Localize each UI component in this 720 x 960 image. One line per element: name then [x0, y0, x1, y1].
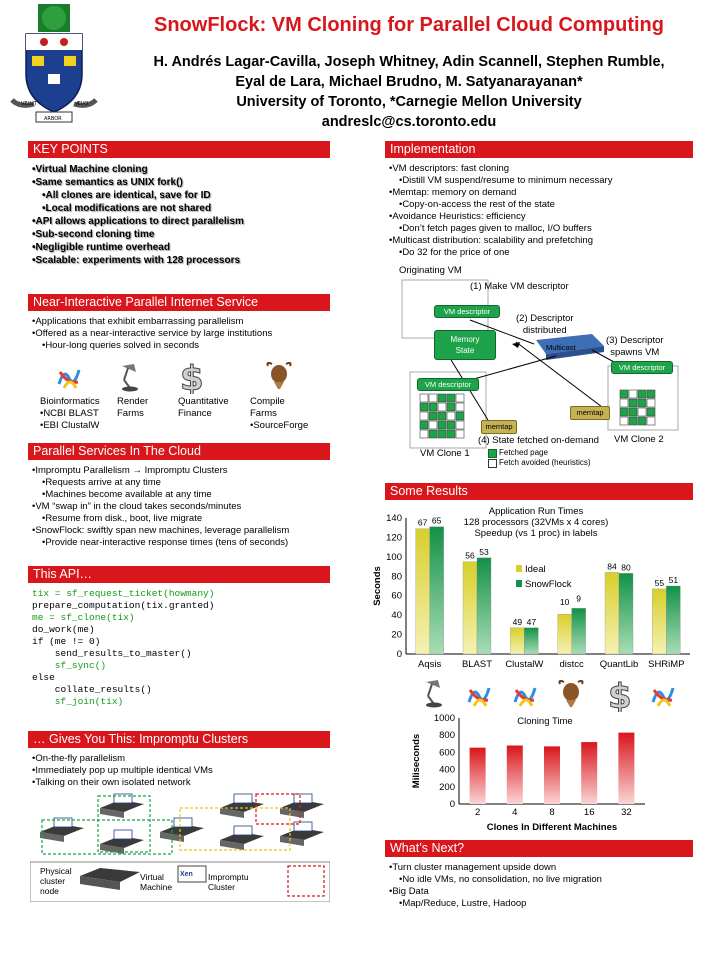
y-tick-label: 80: [391, 571, 402, 583]
svg-text:$: $: [608, 678, 632, 712]
memory-page-cell: [429, 421, 437, 429]
memory-page-cell: [438, 412, 446, 420]
memtap-clone1: memtap: [481, 420, 517, 434]
code-line: me = sf_clone(tix): [32, 612, 135, 623]
step-4-label: (4) State fetched on-demand: [478, 435, 599, 446]
list-item: •VM “swap in” in the cloud takes seconds/minutes: [32, 501, 242, 512]
code-line: collate_results(): [32, 684, 152, 695]
gnu-icon: [556, 678, 586, 708]
app-label: Finance: [178, 408, 212, 419]
multicast-label: Multicast: [546, 343, 576, 352]
avoided-legend: Fetch avoided (heuristics): [499, 458, 591, 467]
chart-subtitle: 128 processors (32VMs x 4 cores): [463, 517, 609, 528]
xen-badge: [114, 830, 132, 839]
list-item: •Virtual Machine cloning: [32, 164, 148, 175]
vm-descriptor-origin: VM descriptor: [434, 305, 500, 318]
memory-page-cell: [447, 412, 455, 420]
data-label: 84: [607, 561, 617, 572]
fetched-legend: Fetched page: [499, 448, 548, 457]
app-label: •SourceForge: [250, 420, 309, 431]
memory-page-cell: [620, 417, 628, 425]
bar-snowflock: [524, 628, 538, 654]
protein-icon: [650, 682, 676, 708]
memory-page-cell: [447, 421, 455, 429]
memory-page-cell: [629, 390, 637, 398]
app-quant-finance: [178, 396, 229, 420]
xen-badge: [294, 794, 312, 803]
app-label: Render: [117, 396, 149, 407]
x-tick-label: 32: [621, 807, 632, 818]
list-item: •Resume from disk., boot, live migrate: [42, 513, 203, 524]
memory-page-cell: [638, 390, 646, 398]
data-label: 51: [668, 575, 679, 585]
memory-page-cell: [629, 417, 637, 425]
memory-page-cell: [456, 430, 464, 438]
originating-vm-label: Originating VM: [399, 265, 462, 276]
memory-page-cell: [456, 394, 464, 402]
list-item: •Big Data: [389, 886, 429, 897]
parallel-services-section: [28, 443, 330, 549]
y-tick-label: 100: [386, 551, 402, 563]
bar-ideal: [510, 628, 524, 654]
list-item: •Immediately pop up multiple identical VMs: [32, 765, 213, 776]
xen-badge: [54, 818, 72, 827]
legend-virtual-machine: Virtual Machine: [140, 872, 173, 892]
y-tick-label: 20: [391, 629, 402, 641]
data-label: 65: [431, 515, 442, 526]
dollar-sign-icon: [606, 678, 634, 712]
university-crest-logo: [10, 4, 98, 124]
memory-page-cell: [420, 430, 428, 438]
legend-swatch: [516, 580, 522, 587]
legend-physical-node: Physical cluster node: [40, 866, 72, 896]
protein-icon: [466, 682, 492, 708]
section-heading: What’s Next?: [385, 840, 693, 857]
whats-next-list: [385, 862, 693, 910]
x-tick-label: QuantLib: [599, 659, 639, 670]
impromptu-clusters-section: [28, 731, 330, 789]
code-line: prepare_computation(tix.granted): [32, 600, 215, 611]
step-3-line2: spawns VM: [610, 347, 660, 358]
key-points-list: [28, 163, 330, 267]
bar: [470, 748, 486, 804]
state-label: State: [455, 346, 475, 355]
memory-page-cell: [620, 390, 628, 398]
step-3-line1: (3) Descriptor: [606, 335, 664, 346]
list-item: •Do 32 for the price of one: [399, 247, 510, 258]
x-tick-label: 2: [474, 807, 481, 818]
section-heading: This API…: [28, 566, 330, 583]
bar-ideal: [558, 614, 572, 654]
x-tick-label: ClustalW: [505, 659, 544, 670]
data-label: 9: [576, 593, 582, 604]
affiliation: University of Toronto, *Carnegie Mellon University: [236, 94, 582, 110]
app-label: Quantitative: [178, 396, 229, 407]
memory-page-cell: [638, 408, 646, 416]
y-tick-label: 800: [439, 730, 455, 742]
near-interactive-list: [28, 316, 330, 352]
bar-snowflock: [619, 573, 633, 654]
cloning-time-chart: [405, 712, 655, 834]
x-tick-label: SHRiMP: [648, 659, 685, 670]
memory-label: Memory: [450, 335, 480, 344]
bar: [507, 746, 523, 804]
protein-icon: [512, 682, 538, 708]
list-item: •API allows applications to direct parallelism: [32, 216, 244, 227]
chart-app-icons: [418, 678, 688, 712]
results-section: [385, 483, 693, 500]
list-item: •Distill VM suspend/resume to minimum necessary: [399, 175, 613, 186]
memory-page-cell: [429, 403, 437, 411]
section-heading: Parallel Services In The Cloud: [28, 443, 330, 460]
app-label: Compile: [250, 396, 285, 407]
key-points-section: [28, 141, 330, 267]
section-heading: Implementation: [385, 141, 693, 158]
vm-clone-2-label: VM Clone 2: [614, 434, 664, 445]
implementation-list: [385, 163, 693, 259]
bar-snowflock: [572, 608, 586, 654]
chart-title: Application Run Times: [488, 506, 584, 517]
x-tick-label: 4: [512, 807, 518, 818]
code-line: if (me != 0): [32, 636, 101, 647]
xen-badge: [234, 794, 252, 803]
bar: [544, 746, 560, 804]
list-item: •Machines become available at any time: [42, 489, 212, 500]
memory-page-cell: [620, 408, 628, 416]
email: andreslc@cs.toronto.edu: [321, 114, 497, 130]
api-code-block: [28, 588, 330, 708]
step-1-label: (1) Make VM descriptor: [470, 281, 569, 292]
bar-ideal: [605, 572, 619, 654]
x-tick-label: BLAST: [461, 659, 493, 670]
memory-page-cell: [638, 399, 646, 407]
crest-motto-2: ARBOR: [44, 116, 62, 122]
list-item: •Applications that exhibit embarrassing parallelism: [32, 316, 244, 327]
xen-legend-label: Xen: [180, 871, 193, 878]
bar: [618, 733, 634, 804]
memory-page-cell: [438, 403, 446, 411]
list-item: •No idle VMs, no consolidation, no live migration: [399, 874, 602, 885]
list-item: •Scalable: experiments with 128 processors: [32, 255, 241, 266]
bar-ideal: [416, 529, 430, 654]
data-label: 55: [654, 577, 665, 588]
list-item: •Same semantics as UNIX fork(): [32, 177, 183, 188]
fetched-swatch: [488, 449, 497, 458]
xen-badge: [294, 822, 312, 831]
list-item: •Talking on their own isolated network: [32, 777, 191, 788]
run-times-chart: [370, 502, 695, 690]
memory-page-cell: [429, 430, 437, 438]
memory-page-cell: [429, 394, 437, 402]
bar-ideal: [463, 562, 477, 654]
memory-page-cell: [447, 403, 455, 411]
memory-page-cell: [447, 430, 455, 438]
list-item: •Offered as a near-interactive service by large institutions: [32, 328, 273, 339]
implementation-section: [385, 141, 693, 259]
xen-badge: [114, 794, 132, 803]
list-item: •On-the-fly parallelism: [32, 753, 126, 764]
y-axis-label: Miliseconds: [411, 733, 422, 789]
app-bioinformatics: [40, 396, 100, 432]
memory-page-cell: [456, 421, 464, 429]
impromptu-list: [28, 753, 330, 789]
list-item: •All clones are identical, save for ID: [42, 190, 211, 201]
chart-title: Cloning Time: [517, 716, 573, 727]
memory-page-cell: [438, 394, 446, 402]
near-interactive-section: [28, 294, 330, 352]
code-line: sf_sync(): [32, 660, 107, 671]
bar-ideal: [652, 589, 666, 654]
legend-entry: SnowFlock: [525, 579, 572, 590]
authors-line-2: Eyal de Lara, Michael Brudno, M. Satyanarayanan*: [235, 74, 583, 90]
y-tick-label: 0: [396, 649, 402, 660]
code-line: do_work(me): [32, 624, 95, 635]
list-item: •Requests arrive at any time: [42, 477, 161, 488]
list-item: •Map/Reduce, Lustre, Hadoop: [399, 898, 527, 909]
memory-page-cell: [420, 394, 428, 402]
memory-page-cell: [420, 421, 428, 429]
parallel-services-list: [28, 465, 330, 549]
svg-text:$: $: [180, 360, 204, 394]
list-item: •Sub-second cloning time: [32, 229, 155, 240]
memory-page-cell: [447, 394, 455, 402]
code-line: tix = sf_request_ticket(howmany): [32, 588, 215, 599]
memory-page-cell: [456, 403, 464, 411]
y-tick-label: 200: [439, 781, 455, 793]
x-tick-label: distcc: [559, 659, 584, 670]
x-axis-label: Clones In Different Machines: [486, 822, 618, 833]
list-item: •SnowFlock: swiftly span new machines, leverage parallelism: [32, 525, 290, 536]
memory-page-cell: [647, 390, 655, 398]
dollar-sign-icon: [178, 360, 206, 394]
section-heading: … Gives You This: Impromptu Clusters: [28, 731, 330, 748]
protein-icon: [56, 364, 82, 390]
step-2-label: [516, 313, 574, 337]
step-2-line2: distributed: [522, 325, 567, 336]
data-label: 53: [479, 546, 489, 557]
y-tick-label: 1000: [433, 713, 455, 724]
memory-page-cell: [629, 408, 637, 416]
author-block: [104, 52, 714, 132]
y-axis-label: Seconds: [372, 566, 383, 606]
whats-next-section: [385, 840, 693, 910]
x-tick-label: 8: [549, 807, 555, 818]
data-label: 67: [417, 517, 428, 528]
memory-page-cell: [456, 412, 464, 420]
legend-entry: Ideal: [525, 564, 546, 575]
y-tick-label: 60: [391, 590, 402, 602]
app-label: Bioinformatics: [40, 396, 100, 407]
data-label: 49: [512, 616, 523, 627]
y-tick-label: 40: [391, 610, 402, 622]
list-item: •Provide near-interactive response times (tens of seconds): [42, 537, 289, 548]
bar: [581, 742, 597, 804]
list-item: •Local modifications are not shared: [42, 203, 212, 214]
vm-descriptor-clone1: VM descriptor: [417, 378, 479, 391]
app-render-farms: [117, 396, 148, 420]
app-label: Farms: [250, 408, 277, 419]
vm-clone-1-label: VM Clone 1: [420, 448, 470, 459]
bar-snowflock: [477, 558, 491, 654]
section-heading: Some Results: [385, 483, 693, 500]
bar-snowflock: [666, 586, 680, 654]
legend-impromptu-cluster: Impromptu Cluster: [208, 872, 249, 892]
step-3-label: [606, 335, 664, 359]
app-label: Farms: [117, 408, 144, 419]
y-tick-label: 120: [386, 532, 402, 544]
data-label: 56: [465, 550, 475, 561]
list-item: •Multicast distribution: scalability and prefetching: [389, 235, 593, 246]
list-item: •Copy-on-access the rest of the state: [399, 199, 555, 210]
memory-page-cell: [647, 399, 655, 407]
gnu-icon: [264, 360, 294, 390]
memory-page-cell: [429, 412, 437, 420]
desk-lamp-icon: [422, 678, 444, 708]
data-label: 10: [559, 597, 570, 608]
x-tick-label: Aqsis: [418, 659, 442, 670]
crest-motto-1: VELUT: [21, 101, 37, 107]
api-section: [28, 566, 330, 708]
xen-badge: [174, 818, 192, 827]
memory-page-cell: [638, 417, 646, 425]
memory-page-cell: [647, 408, 655, 416]
y-tick-label: 600: [439, 747, 455, 759]
app-label: •NCBI BLAST: [40, 408, 99, 419]
app-label: •EBI ClustalW: [40, 420, 100, 431]
code-line: sf_join(tix): [32, 696, 124, 707]
step-2-line1: (2) Descriptor: [516, 313, 574, 324]
section-heading: Near-Interactive Parallel Internet Service: [28, 294, 330, 311]
list-item: •Avoidance Heuristics: efficiency: [389, 211, 526, 222]
memory-page-cell: [647, 417, 655, 425]
crest-motto-3: ÆVO: [76, 101, 89, 107]
list-item: •Negligible runtime overhead: [32, 242, 170, 253]
memory-page-cell: [438, 421, 446, 429]
code-line: else: [32, 672, 55, 683]
list-item: •Impromptu Parallelism → Impromptu Clusters: [32, 465, 228, 476]
chart-subtitle: Speedup (vs 1 proc) in labels: [474, 528, 598, 539]
list-item: •Memtap: memory on demand: [389, 187, 517, 198]
code-line: send_results_to_master(): [32, 648, 192, 659]
bar-snowflock: [430, 527, 444, 654]
section-heading: KEY POINTS: [28, 141, 330, 158]
memtap-clone2: memtap: [570, 406, 610, 420]
vm-descriptor-clone2: VM descriptor: [611, 361, 673, 374]
authors-line-1: H. Andrés Lagar-Cavilla, Joseph Whitney, Adin Scannell, Stephen Rumble,: [153, 54, 665, 70]
memory-page-cell: [620, 399, 628, 407]
memory-page-cell: [420, 412, 428, 420]
memory-page-cell: [438, 430, 446, 438]
desk-lamp-icon: [118, 362, 140, 392]
list-item: •Hour-long queries solved in seconds: [42, 340, 199, 351]
poster-title: SnowFlock: VM Cloning for Parallel Cloud Computing: [154, 14, 664, 36]
data-label: 47: [526, 616, 537, 627]
memory-page-cell: [420, 403, 428, 411]
memory-page-cell: [629, 399, 637, 407]
y-tick-label: 0: [449, 799, 455, 810]
y-tick-label: 140: [386, 513, 402, 524]
app-compile-farms: [250, 396, 308, 432]
list-item: •Turn cluster management upside down: [389, 862, 557, 873]
memory-state-box: [434, 330, 496, 360]
avoided-swatch: [488, 459, 497, 468]
legend-swatch: [516, 565, 522, 572]
xen-badge: [234, 826, 252, 835]
list-item: •VM descriptors: fast cloning: [389, 163, 510, 174]
data-label: 80: [621, 562, 631, 573]
x-tick-label: 16: [583, 807, 595, 818]
list-item: •Don’t fetch pages given to malloc, I/O buffers: [399, 223, 592, 234]
y-tick-label: 400: [439, 764, 455, 776]
